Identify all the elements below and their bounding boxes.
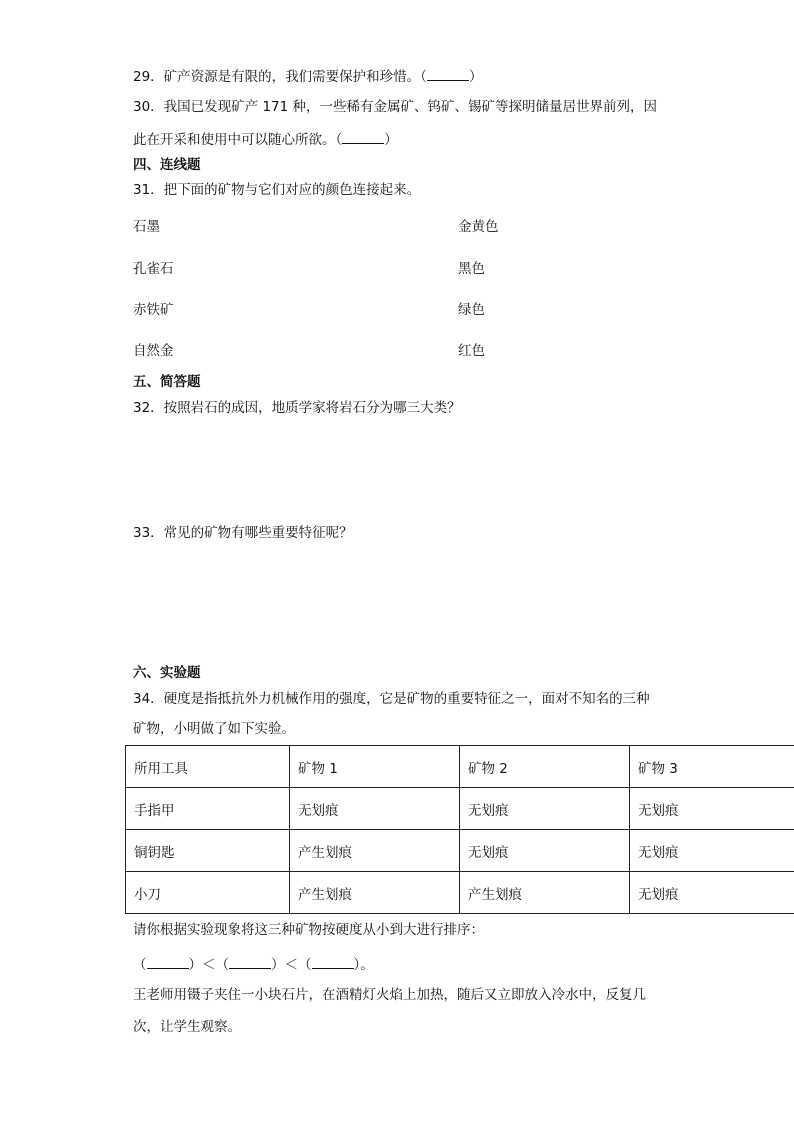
table-header-cell: 矿物 2	[460, 746, 630, 788]
question-32: 32．按照岩石的成因，地质学家将岩石分为哪三大类？	[133, 400, 461, 416]
answer-blank-30[interactable]	[342, 130, 384, 144]
mineral-item-3[interactable]: 赤铁矿	[133, 302, 174, 318]
question-35-line1: 王老师用镊子夹住一小块石片，在酒精灯火焰上加热，随后又立即放入冷水中，反复几	[133, 987, 646, 1003]
mineral-item-1[interactable]: 石墨	[133, 219, 160, 235]
less-than-sign: ＜	[284, 957, 298, 973]
table-row	[126, 788, 794, 830]
paren-open: （	[133, 957, 147, 973]
paren-close: ）	[188, 957, 202, 973]
table-cell: 无划痕	[630, 788, 794, 830]
table-header-row	[126, 746, 794, 788]
question-33: 33．常见的矿物有哪些重要特征呢？	[133, 525, 353, 541]
section-4-heading: 四、连线题	[133, 157, 201, 173]
table-cell: 铜钥匙	[126, 830, 290, 872]
table-header-cell: 矿物 1	[290, 746, 460, 788]
table-cell: 无划痕	[630, 830, 794, 872]
paren-open: （	[298, 957, 312, 973]
table-cell: 手指甲	[126, 788, 290, 830]
table-cell: 产生划痕	[290, 872, 460, 914]
table-header-cell: 矿物 3	[630, 746, 794, 788]
answer-blank-29[interactable]	[427, 67, 469, 81]
answer-blank-34-1[interactable]	[147, 955, 189, 969]
color-item-1[interactable]: 金黄色	[458, 219, 499, 235]
question-34-instruction: 请你根据实验现象将这三种矿物按硬度从小到大进行排序：	[133, 922, 484, 938]
paren-close: ）	[271, 957, 285, 973]
paren-close: ）	[353, 957, 361, 973]
mineral-item-4[interactable]: 自然金	[133, 343, 174, 359]
table-cell: 小刀	[126, 872, 290, 914]
question-34-line2: 矿物，小明做了如下实验。	[133, 721, 295, 737]
table-cell: 无划痕	[290, 788, 460, 830]
mineral-item-2[interactable]: 孔雀石	[133, 261, 174, 277]
question-30-text: 此在开采和使用中可以随心所欲。（	[133, 132, 343, 148]
answer-blank-34-3[interactable]	[312, 955, 354, 969]
table-cell: 产生划痕	[290, 830, 460, 872]
question-35-line2: 次，让学生观察。	[133, 1019, 241, 1035]
table-cell: 无划痕	[630, 872, 794, 914]
question-29	[133, 67, 482, 86]
answer-blank-34-2[interactable]	[229, 955, 271, 969]
question-29-close: ）	[468, 69, 483, 85]
table-cell: 无划痕	[460, 788, 630, 830]
color-item-2[interactable]: 黑色	[458, 261, 485, 277]
question-30-close: ）	[384, 132, 398, 148]
section-5-heading: 五、简答题	[133, 374, 201, 390]
paren-open: （	[215, 957, 229, 973]
question-30-line1: 30．我国已发现矿产 171 种，一些稀有金属矿、钨矿、锡矿等探明储量居世界前列，因	[133, 99, 658, 115]
period: 。	[360, 957, 374, 973]
table-cell: 产生划痕	[460, 872, 630, 914]
hardness-order-answer	[133, 955, 374, 974]
table-cell: 无划痕	[460, 830, 630, 872]
section-6-heading: 六、实验题	[133, 665, 201, 681]
question-30-line2	[133, 130, 398, 149]
question-34-line1: 34．硬度是指抵抗外力机械作用的强度，它是矿物的重要特征之一，面对不知名的三种	[133, 691, 650, 707]
less-than-sign: ＜	[202, 957, 216, 973]
color-item-4[interactable]: 红色	[458, 343, 485, 359]
hardness-table	[125, 745, 794, 914]
color-item-3[interactable]: 绿色	[458, 302, 485, 318]
table-header-cell: 所用工具	[126, 746, 290, 788]
table-row	[126, 872, 794, 914]
table-row	[126, 830, 794, 872]
question-31: 31．把下面的矿物与它们对应的颜色连接起来。	[133, 182, 421, 198]
question-29-text: 29．矿产资源是有限的，我们需要保护和珍惜。（	[133, 69, 427, 85]
